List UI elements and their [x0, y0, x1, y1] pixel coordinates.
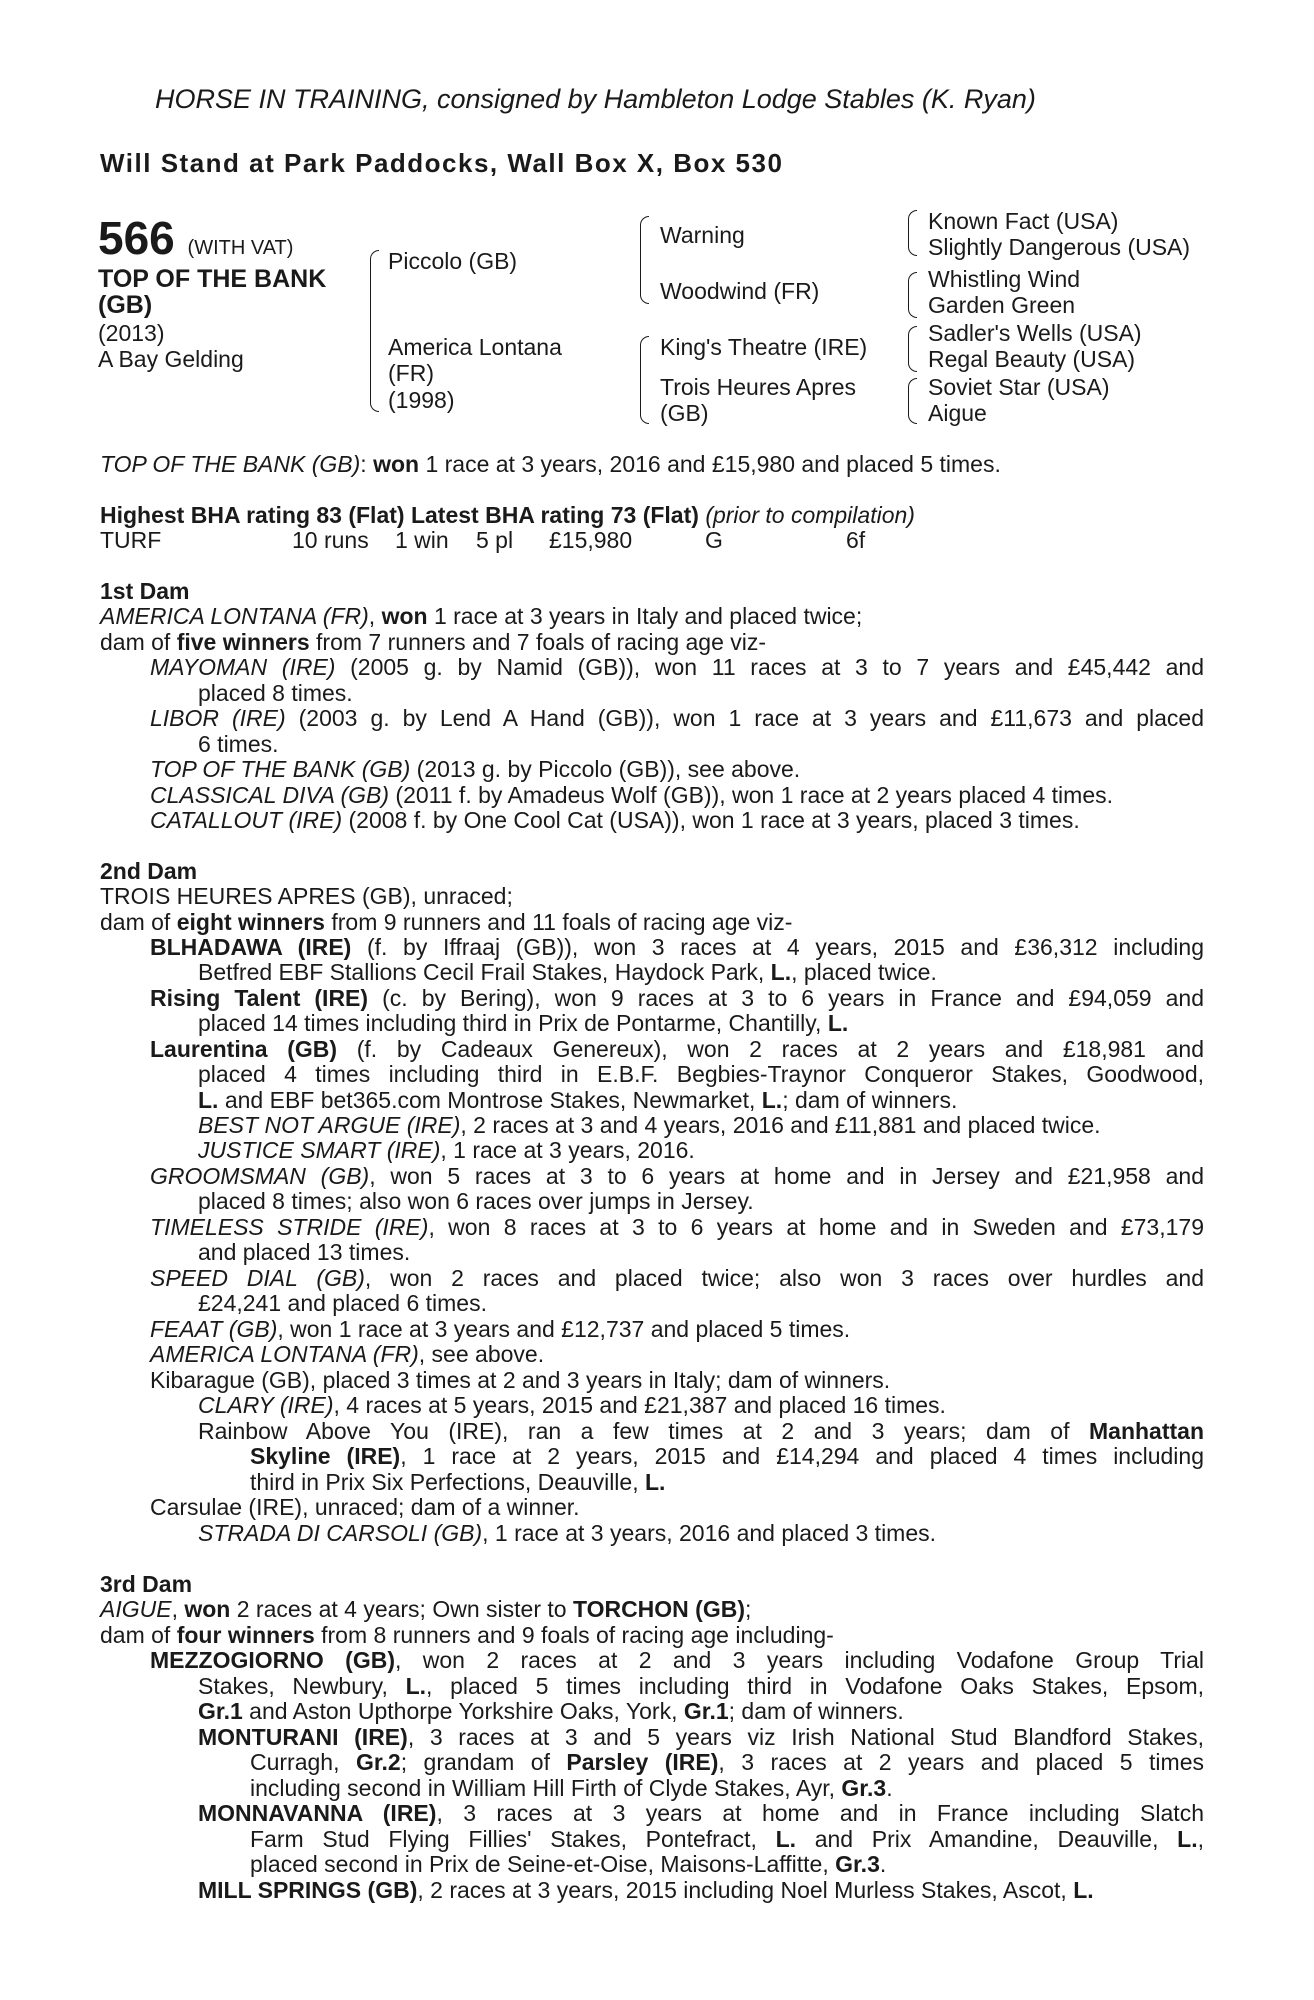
pedigree-ddd: Aigue: [928, 400, 987, 426]
produce-item: LIBOR (IRE) (2003 g. by Lend A Hand (GB)), won 1 race at 3 years and £11,673 and placed: [150, 705, 1204, 731]
produce-item: MAYOMAN (IRE) (2005 g. by Namid (GB)), won 11 races at 3 to 7 years and £45,442 and: [150, 654, 1204, 680]
second-dam-produce-line: dam of eight winners from 9 runners and 11 foals of racing age viz-: [100, 909, 793, 935]
record-surface: TURF: [100, 527, 162, 553]
grand-produce-item: Rainbow Above You (IRE), ran a few times at 2 and 3 years; dam of Manhattan: [198, 1418, 1204, 1444]
third-dam-produce-line: dam of four winners from 8 runners and 9 foals of racing age including-: [100, 1622, 834, 1648]
produce-item-cont: 6 times.: [198, 731, 279, 757]
lot-number: 566 (WITH VAT): [98, 212, 294, 264]
second-dam-line: TROIS HEURES APRES (GB), unraced;: [100, 883, 513, 909]
second-dam-heading: 2nd Dam: [100, 858, 198, 884]
produce-item: Carsulae (IRE), unraced; dam of a winner.: [150, 1494, 580, 1520]
first-dam-heading: 1st Dam: [100, 578, 190, 604]
page-header: HORSE IN TRAINING, consigned by Hambleton Lodge Stables (K. Ryan): [155, 84, 1036, 114]
first-dam-line: AMERICA LONTANA (FR), won 1 race at 3 years in Italy and placed twice;: [100, 603, 863, 629]
stand-location: Will Stand at Park Paddocks, Wall Box X, Box 530: [100, 148, 784, 178]
gen3-brace-4: [908, 378, 917, 424]
produce-item: CATALLOUT (IRE) (2008 f. by One Cool Cat (USA)), won 1 race at 3 years, placed 3 times.: [150, 807, 1080, 833]
record-runs: 10 runs: [292, 527, 369, 553]
pedigree-dam-year: (1998): [388, 387, 455, 413]
record-placed: 5 pl: [476, 527, 514, 553]
pedigree-ssd: Slightly Dangerous (USA): [928, 234, 1191, 260]
produce-item-cont: Stakes, Newbury, L., placed 5 times including third in Vodafone Oaks Stakes, Epsom,: [198, 1673, 1205, 1699]
grand-produce-item: MILL SPRINGS (GB), 2 races at 3 years, 2015 including Noel Murless Stakes, Ascot, L.: [198, 1877, 1094, 1903]
pedigree-sire: Piccolo (GB): [388, 248, 518, 274]
record-going: G: [705, 527, 723, 553]
race-summary: TOP OF THE BANK (GB): won 1 race at 3 years, 2016 and £15,980 and placed 5 times.: [100, 451, 1001, 477]
record-wins: 1 win: [395, 527, 449, 553]
horse-description: A Bay Gelding: [98, 346, 244, 372]
produce-item: SPEED DIAL (GB), won 2 races and placed twice; also won 3 races over hurdles and: [150, 1265, 1204, 1291]
pedigree-dds: Soviet Star (USA): [928, 374, 1110, 400]
pedigree-dss: Sadler's Wells (USA): [928, 320, 1142, 346]
gen3-brace-3: [908, 326, 917, 372]
produce-item: CLASSICAL DIVA (GB) (2011 f. by Amadeus Wolf (GB)), won 1 race at 2 years placed 4 times.: [150, 782, 1114, 808]
grand-produce-item: MONTURANI (IRE), 3 races at 3 and 5 years viz Irish National Stud Blandford Stakes,: [198, 1724, 1204, 1750]
grand-produce-item: CLARY (IRE), 4 races at 5 years, 2015 and £21,387 and placed 16 times.: [198, 1392, 946, 1418]
produce-item-cont: placed 8 times; also won 6 races over jumps in Jersey.: [198, 1188, 754, 1214]
gen3-brace-1: [908, 210, 917, 256]
pedigree-dam: America Lontana: [388, 334, 562, 360]
produce-item: GROOMSMAN (GB), won 5 races at 3 to 6 years at home and in Jersey and £21,958 and: [150, 1163, 1204, 1189]
foaling-year: (2013): [98, 320, 165, 346]
grand-produce-item: BEST NOT ARGUE (IRE), 2 races at 3 and 4 years, 2016 and £11,881 and placed twice.: [198, 1112, 1101, 1138]
produce-item: TIMELESS STRIDE (IRE), won 8 races at 3 to 6 years at home and in Sweden and £73,179: [150, 1214, 1204, 1240]
pedigree-sss: Known Fact (USA): [928, 208, 1119, 234]
pedigree-sire-dam: Woodwind (FR): [660, 278, 820, 304]
grand-produce-item-cont: placed second in Prix de Seine-et-Oise, Maisons-Laffitte, Gr.3.: [250, 1851, 887, 1877]
grand-produce-item-cont: Curragh, Gr.2; grandam of Parsley (IRE), 3 races at 2 years and placed 5 times: [250, 1749, 1204, 1775]
pedigree-dam-dam: Trois Heures Apres: [660, 374, 856, 400]
grand-produce-item-cont: Skyline (IRE), 1 race at 2 years, 2015 and £14,294 and placed 4 times including: [250, 1443, 1204, 1469]
bha-rating: Highest BHA rating 83 (Flat) Latest BHA rating 73 (Flat) (prior to compilation): [100, 502, 915, 528]
produce-item: BLHADAWA (IRE) (f. by Iffraaj (GB)), won 3 races at 4 years, 2015 and £36,312 including: [150, 934, 1204, 960]
pedigree-dam-country: (FR): [388, 360, 434, 386]
record-distance: 6f: [846, 527, 866, 553]
first-dam-produce-line: dam of five winners from 7 runners and 7 foals of racing age viz-: [100, 629, 767, 655]
produce-item: Rising Talent (IRE) (c. by Bering), won 9 races at 3 to 6 years in France and £94,059 and: [150, 985, 1204, 1011]
grand-produce-item: STRADA DI CARSOLI (GB), 1 race at 3 years, 2016 and placed 3 times.: [198, 1520, 937, 1546]
third-dam-line: AIGUE, won 2 races at 4 years; Own sister to TORCHON (GB);: [100, 1596, 752, 1622]
grand-produce-item: MONNAVANNA (IRE), 3 races at 3 years at home and in France including Slatch: [198, 1800, 1204, 1826]
gen3-brace-2: [908, 272, 917, 318]
produce-item-cont: L. and EBF bet365.com Montrose Stakes, Newmarket, L.; dam of winners.: [198, 1087, 958, 1113]
pedigree-dsd: Regal Beauty (USA): [928, 346, 1136, 372]
produce-item: FEAAT (GB), won 1 race at 3 years and £12,737 and placed 5 times.: [150, 1316, 851, 1342]
pedigree-dam-sire: King's Theatre (IRE): [660, 334, 868, 360]
produce-item-cont: and placed 13 times.: [198, 1239, 411, 1265]
pedigree-dam-dam-country: (GB): [660, 400, 709, 426]
sire-dam-brace: [370, 250, 379, 412]
produce-item: AMERICA LONTANA (FR), see above.: [150, 1341, 545, 1367]
produce-item: Laurentina (GB) (f. by Cadeaux Genereux), won 2 races at 2 years and £18,981 and: [150, 1036, 1205, 1062]
vat-note: (WITH VAT): [187, 237, 294, 259]
grand-produce-item-cont: including second in William Hill Firth of Clyde Stakes, Ayr, Gr.3.: [250, 1775, 893, 1801]
produce-item: Kibarague (GB), placed 3 times at 2 and 3 years in Italy; dam of winners.: [150, 1367, 891, 1393]
sire-parents-brace: [640, 216, 649, 304]
pedigree-sire-sire: Warning: [660, 222, 745, 248]
pedigree-sdd: Garden Green: [928, 292, 1076, 318]
record-earnings: £15,980: [549, 527, 633, 553]
pedigree-sds: Whistling Wind: [928, 266, 1081, 292]
horse-name-country: (GB): [98, 291, 153, 319]
grand-produce-item: JUSTICE SMART (IRE), 1 race at 3 years, 2016.: [198, 1137, 695, 1163]
grand-produce-item-cont: Farm Stud Flying Fillies' Stakes, Pontefract, L. and Prix Amandine, Deauville, L.,: [250, 1826, 1204, 1852]
produce-item-cont: placed 4 times including third in E.B.F. Begbies-Traynor Conqueror Stakes, Goodwood,: [198, 1061, 1204, 1087]
produce-item-cont: placed 14 times including third in Prix de Pontarme, Chantilly, L.: [198, 1010, 849, 1036]
third-dam-heading: 3rd Dam: [100, 1571, 193, 1597]
produce-item-cont: placed 8 times.: [198, 680, 353, 706]
produce-item-cont: Betfred EBF Stallions Cecil Frail Stakes, Haydock Park, L., placed twice.: [198, 959, 937, 985]
produce-item: TOP OF THE BANK (GB) (2013 g. by Piccolo (GB)), see above.: [150, 756, 801, 782]
horse-name: TOP OF THE BANK: [98, 265, 327, 293]
produce-item: MEZZOGIORNO (GB), won 2 races at 2 and 3 years including Vodafone Group Trial: [150, 1647, 1204, 1673]
produce-item-cont: Gr.1 and Aston Upthorpe Yorkshire Oaks, York, Gr.1; dam of winners.: [198, 1698, 904, 1724]
dam-parents-brace: [640, 336, 649, 424]
produce-item-cont: £24,241 and placed 6 times.: [198, 1290, 487, 1316]
grand-produce-item-cont: third in Prix Six Perfections, Deauville, L.: [250, 1469, 666, 1495]
